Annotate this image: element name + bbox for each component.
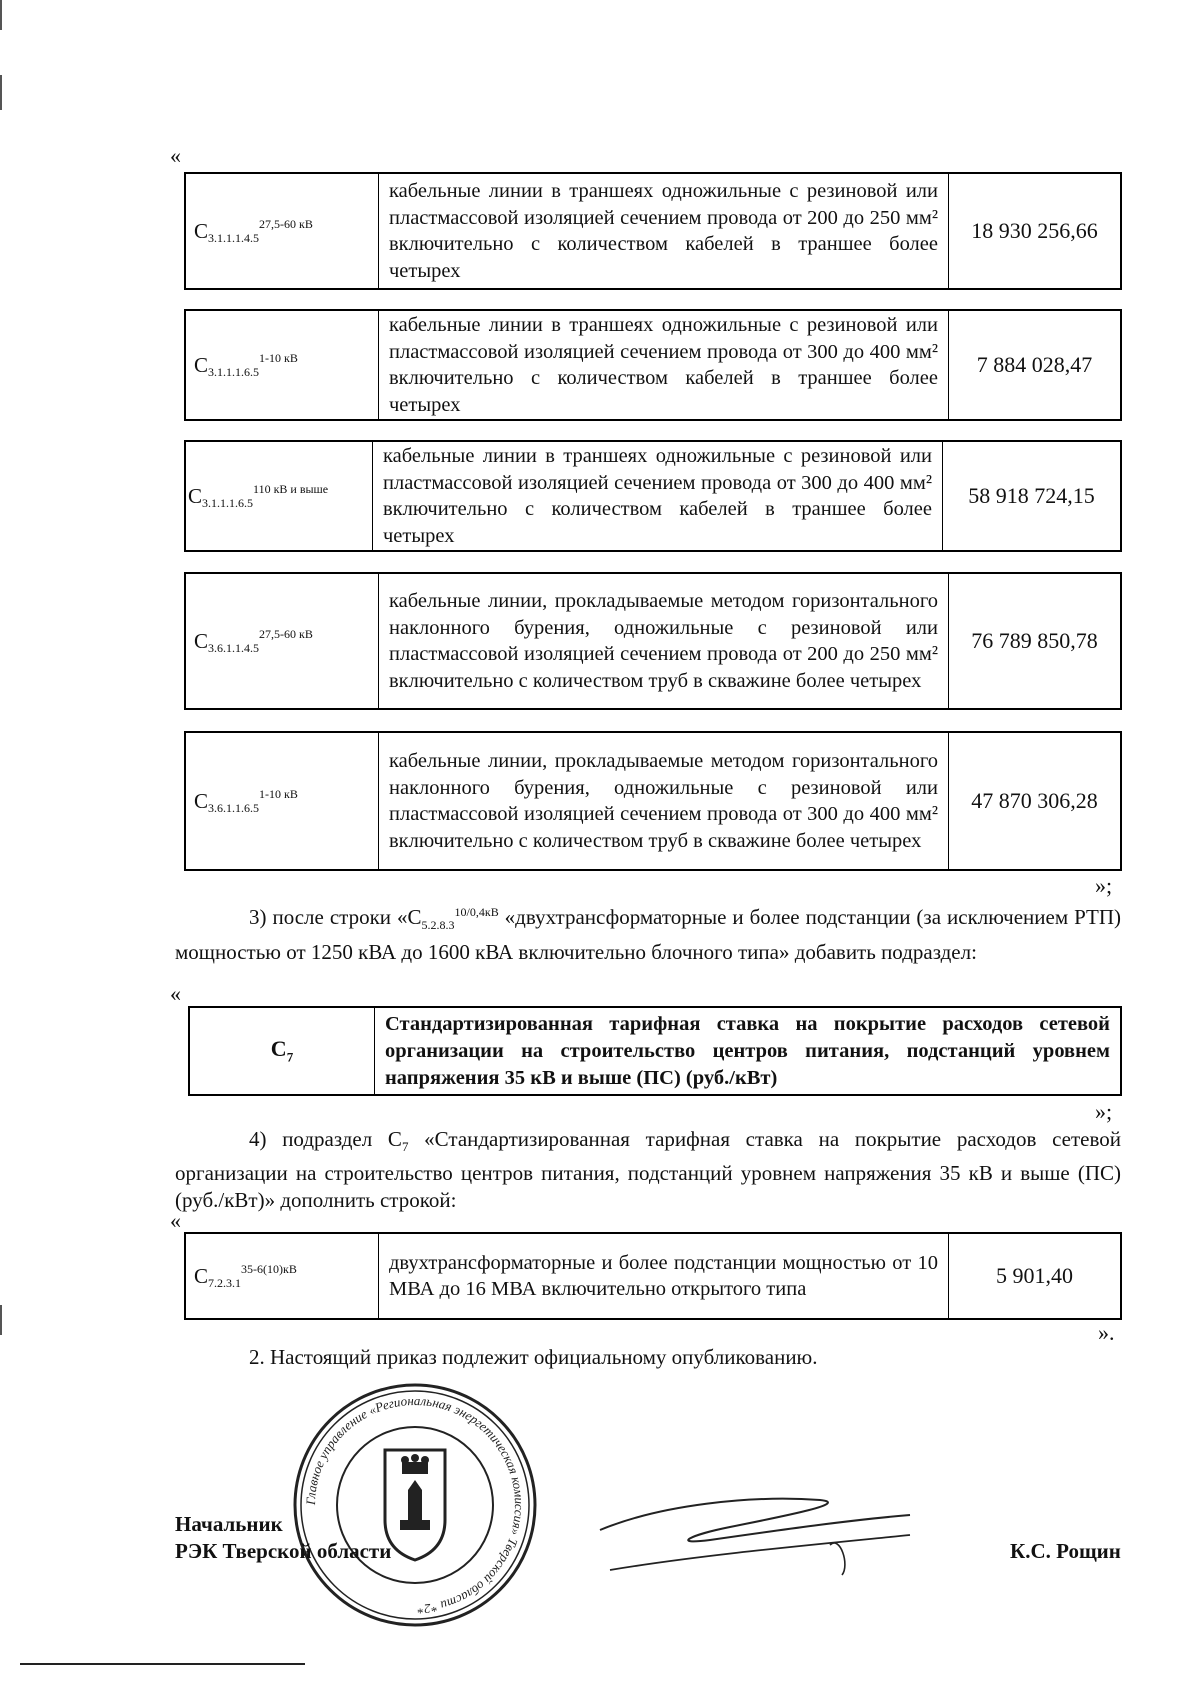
opening-quote: « — [170, 981, 181, 1006]
closing-quote: ». — [1098, 1320, 1115, 1345]
c7-section-row — [188, 1006, 1122, 1096]
tariff-code: $С_{3.1.1.1.6.5}^{1-10 кВ}$ — [185, 310, 379, 420]
opening-quote: « — [170, 143, 181, 168]
tariff-code: $С_{3.1.1.1.6.5}^{110 кВ и выше}$ — [185, 441, 373, 551]
tariff-value: 5 901,40 — [949, 1233, 1122, 1319]
tariff-row-4 — [184, 572, 1122, 710]
tariff-code: $С_{3.6.1.1.6.5}^{1-10 кВ}$ — [185, 732, 379, 870]
signatory-position: Начальник РЭК Тверской области — [175, 1512, 392, 1563]
handwritten-signature — [580, 1475, 940, 1585]
scan-margin-mark — [0, 1305, 2, 1335]
tariff-row-3 — [184, 440, 1122, 552]
signatory-name: К.С. Рощин — [1010, 1539, 1121, 1563]
tariff-description: кабельные линии в траншеях одножильные с резиновой или пластмассовой изоляцией сечением провода от 300 до 400 мм² включительно с количеством кабелей в траншее более четырех — [373, 441, 943, 551]
tariff-value: 58 918 724,15 — [943, 441, 1122, 551]
tariff-row-5 — [184, 731, 1122, 871]
tariff-row-c7231 — [184, 1232, 1122, 1320]
official-stamp — [290, 1380, 540, 1630]
tariff-code: $С_{3.1.1.1.4.5}^{27,5-60 кВ}$ — [185, 173, 379, 289]
c7-code: $С_7$ — [189, 1007, 375, 1095]
c7-title: Стандартизированная тарифная ставка на покрытие расходов сетевой организации на строительство центров питания, подстанций уровнем напряжения 35 кВ и выше (ПС) (руб./кВт) — [375, 1007, 1122, 1095]
paragraph-4: 4) подраздел $С_7$ «Стандартизированная тарифная ставка на покрытие расходов сетевой организации на строительство центров питания, подстанций уровнем напряжения 35 кВ и выше (ПС) (руб./кВт)» дополнить строкой: — [175, 1127, 1121, 1213]
tariff-value: 47 870 306,28 — [949, 732, 1122, 870]
paragraph-2: 2. Настоящий приказ подлежит официальному опубликованию. — [249, 1345, 818, 1369]
scan-margin-mark — [0, 75, 2, 110]
closing-quote: »; — [1095, 873, 1113, 898]
closing-quote: »; — [1095, 1099, 1113, 1124]
tariff-description: кабельные линии в траншеях одножильные с резиновой или пластмассовой изоляцией сечением провода от 300 до 400 мм² включительно с количеством кабелей в траншее более четырех — [379, 310, 949, 420]
tariff-description: кабельные линии, прокладываемые методом горизонтального наклонного бурения, одножильные с резиновой или пластмассовой изоляцией сечением провода от 300 до 400 мм² включительно с количеством труб в скважине более четырех — [379, 732, 949, 870]
tariff-value: 76 789 850,78 — [949, 573, 1122, 709]
svg-text:Главное управление «Региональн: Главное управление «Региональная энергетическая комиссия» Тверской области *2* — [302, 1392, 528, 1618]
scan-bottom-line — [20, 1663, 305, 1665]
paragraph-3: 3) после строки «$С_{5.2.8.3}^{10/0,4кВ}$ «двухтрансформаторные и более подстанции (за исключением РТП) мощностью от 1250 кВА до 1600 кВА включительно блочного типа» добавить подраздел: — [175, 905, 1122, 965]
opening-quote: « — [170, 1208, 181, 1233]
tariff-code: $С_{7.2.3.1}^{35-6(10)кВ}$ — [185, 1233, 379, 1319]
tariff-description: кабельные линии, прокладываемые методом горизонтального наклонного бурения, одножильные с резиновой или пластмассовой изоляцией сечением провода от 200 до 250 мм² включительно с количеством труб в скважине более четырех — [379, 573, 949, 709]
scan-margin-mark — [0, 0, 2, 30]
tariff-row-2 — [184, 309, 1122, 421]
tariff-description: кабельные линии в траншеях одножильные с резиновой или пластмассовой изоляцией сечением провода от 200 до 250 мм² включительно с количеством кабелей в траншее более четырех — [379, 173, 949, 289]
tariff-value: 7 884 028,47 — [949, 310, 1122, 420]
tariff-row-1 — [184, 172, 1122, 290]
tariff-value: 18 930 256,66 — [949, 173, 1122, 289]
tariff-code: $С_{3.6.1.1.4.5}^{27,5-60 кВ}$ — [185, 573, 379, 709]
tariff-description: двухтрансформаторные и более подстанции мощностью от 10 МВА до 16 МВА включительно открытого типа — [379, 1233, 949, 1319]
